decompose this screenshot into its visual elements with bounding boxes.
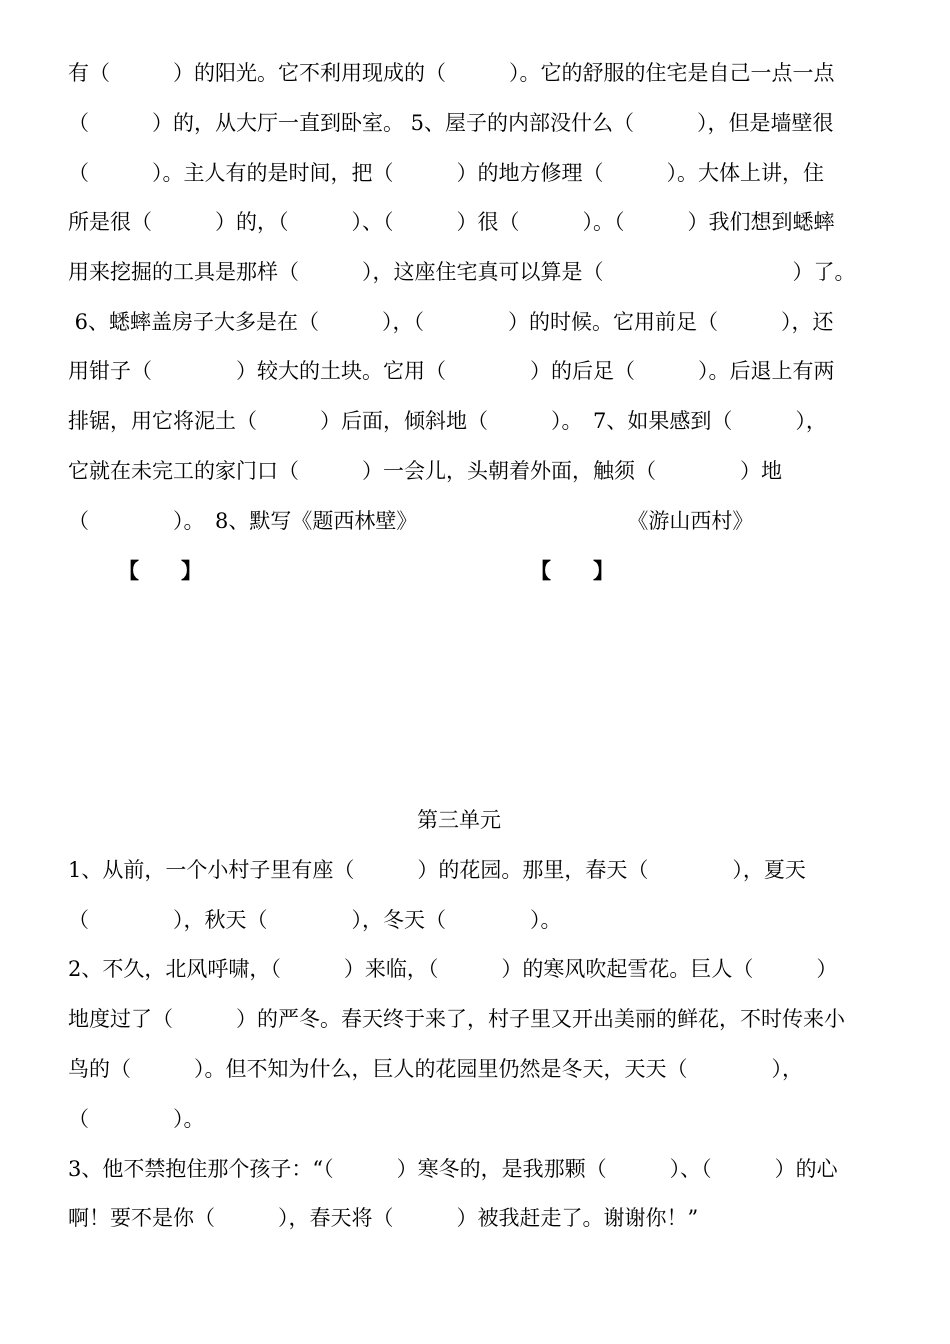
text-line: 6、蟋蟀盖房子大多是在（ ），（ ）的时候。它用前足（ ），还 [68,310,834,334]
text-line: 所是很（ ）的，（ ）、（ ）很（ ）。（ ）我们想到蟋蟀 [68,210,835,234]
poem-answer-bracket-left: 【 】 [118,558,202,583]
text-line: （ ）。 8、默写《题西林壁》 《游山西村》 [68,509,754,533]
text-line: 3、他不禁抱住那个孩子：“（ ）寒冬的，是我那颗（ ）、（ ）的心 [68,1157,838,1181]
section-title: 第三单元 [417,808,501,832]
text-line: 它就在未完工的家门口（ ）一会儿，头朝着外面，触须（ ）地 [68,459,782,483]
text-line: 有（ ）的阳光。它不利用现成的（ ）。它的舒服的住宅是自己一点一点 [68,61,835,85]
text-line: 1、从前，一个小村子里有座（ ）的花园。那里，春天（ ），夏天 [68,858,806,882]
text-line: 啊！要不是你（ ），春天将（ ）被我赶走了。谢谢你！” [68,1206,699,1230]
text-line: （ ），秋天（ ），冬天（ ）。 [68,908,562,932]
text-line: （ ）的，从大厅一直到卧室。 5、屋子的内部没什么（ ），但是墙壁很 [68,111,834,135]
text-line: 排锯，用它将泥土（ ）后面，倾斜地（ ）。 7、如果感到（ ）， [68,409,827,433]
text-line: 2、不久，北风呼啸，（ ）来临，（ ）的寒风吹起雪花。巨人（ ） [68,957,838,981]
poem-answer-bracket-right: 【 】 [530,558,614,583]
text-line: 地度过了（ ）的严冬。春天终于来了，村子里又开出美丽的鲜花，不时传来小 [68,1007,845,1031]
text-line: （ ）。主人有的是时间，把（ ）的地方修理（ ）。大体上讲，住 [68,161,824,185]
text-line: 用钳子（ ）较大的土块。它用（ ）的后足（ ）。后退上有两 [68,359,835,383]
text-line: 用来挖掘的工具是那样（ ），这座住宅真可以算是（ ）了。 [68,260,856,284]
text-line: （ ）。 [68,1107,205,1131]
text-line: 鸟的（ ）。但不知为什么，巨人的花园里仍然是冬天，天天（ ）， [68,1057,803,1081]
